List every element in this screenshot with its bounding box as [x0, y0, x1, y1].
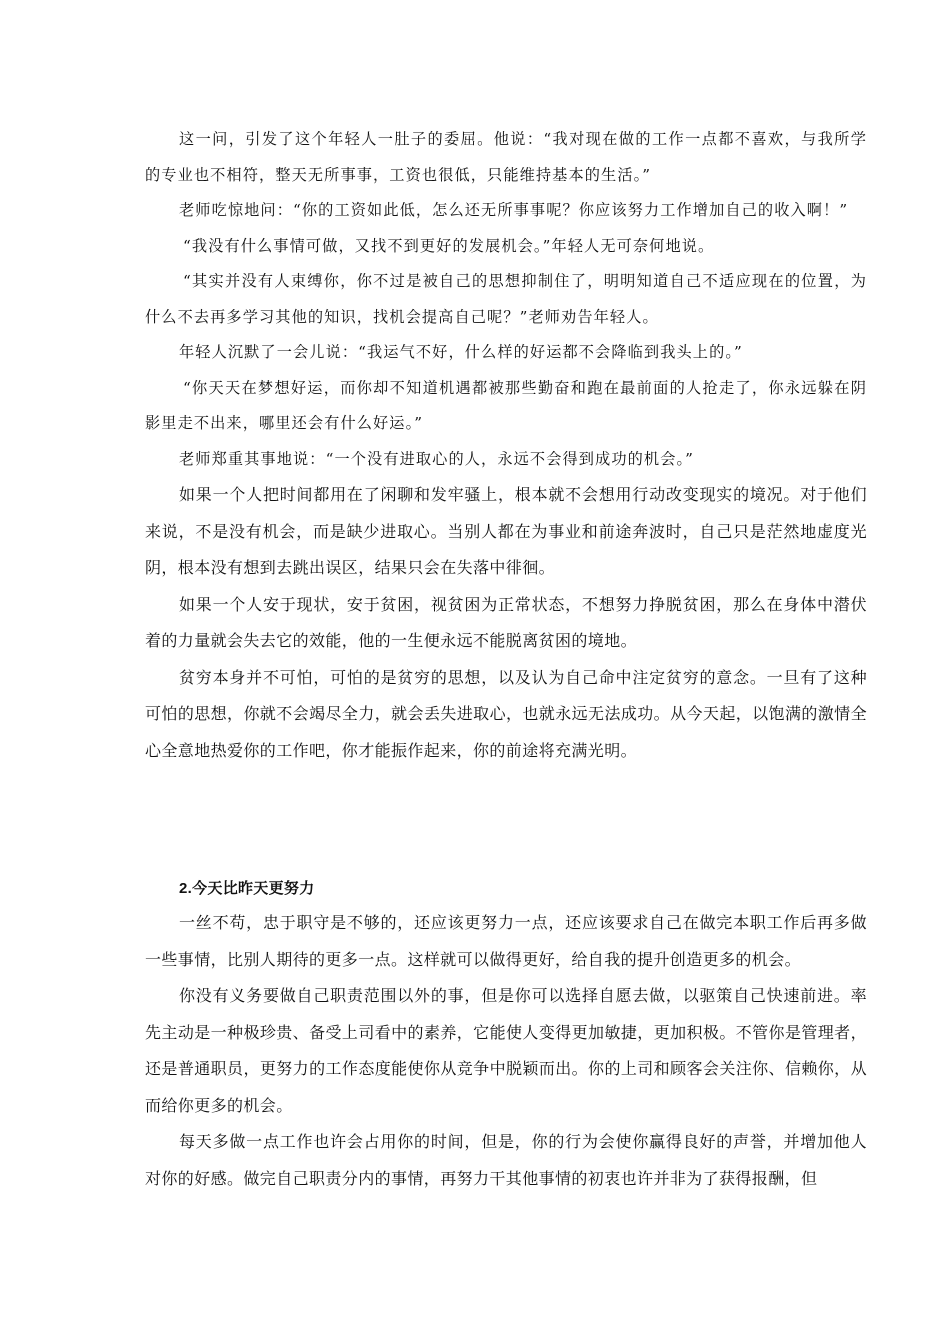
section-paragraph-2: 你没有义务要做自己职责范围以外的事，但是你可以选择自愿去做，以驱策自己快速前进。率先主动是一种极珍贵、备受上司看中的素养，它能使人变得更加敏捷，更加积极。不管你是管理者，还是普通职员，更努力的工作态度能使你从竞争中脱颖而出。你的上司和顾客会关注你、信赖你，从而给你更多的机会。 — [145, 986, 867, 1115]
section-2 — [145, 874, 867, 1197]
section-heading: 2.今天比昨天更努力 — [179, 880, 315, 897]
commentary-paragraph-2: 如果一个人安于现状，安于贫困，视贫困为正常状态，不想努力挣脱贫困，那么在身体中潜伏着的力量就会失去它的效能，他的一生便永远不能脱离贫困的境地。 — [145, 594, 867, 650]
story-paragraph-3: “我没有什么事情可做，又找不到更好的发展机会。”年轻人无可奈何地说。 — [183, 236, 715, 255]
story-section — [145, 122, 867, 769]
section-paragraph-1: 一丝不苟，忠于职守是不够的，还应该更努力一点，还应该要求自己在做完本职工作后再多做一些事情，比别人期待的更多一点。这样就可以做得更好，给自我的提升创造更多的机会。 — [145, 913, 867, 969]
story-paragraph-1: 这一问，引发了这个年轻人一肚子的委屈。他说：“我对现在做的工作一点都不喜欢，与我所学的专业也不相符，整天无所事事，工资也很低，只能维持基本的生活。” — [145, 130, 867, 184]
section-paragraph-3: 每天多做一点工作也许会占用你的时间，但是，你的行为会使你赢得良好的声誉，并增加他人对你的好感。做完自己职责分内的事情，再努力干其他事情的初衷也许并非为了获得报酬，但 — [145, 1132, 867, 1188]
story-paragraph-5: 年轻人沉默了一会儿说：“我运气不好，什么样的好运都不会降临到我头上的。” — [179, 343, 743, 361]
story-paragraph-4: “其实并没有人束缚你，你不过是被自己的思想抑制住了，明明知道自己不适应现在的位置，为什么不去再多学习其他的知识，找机会提高自己呢？”老师劝告年轻人。 — [145, 272, 867, 326]
story-paragraph-2: 老师吃惊地问：“你的工资如此低，怎么还无所事事呢？你应该努力工作增加自己的收入啊！” — [179, 201, 849, 219]
story-paragraph-7: 老师郑重其事地说：“一个没有进取心的人，永远不会得到成功的机会。” — [179, 449, 695, 468]
commentary-paragraph-3: 贫穷本身并不可怕，可怕的是贫穷的思想，以及认为自己命中注定贫穷的意念。一旦有了这种可怕的思想，你就不会竭尽全力，就会丢失进取心，也就永远无法成功。从今天起，以饱满的激情全心全意地热爱你的工作吧，你才能振作起来，你的前途将充满光明。 — [145, 667, 867, 760]
commentary-paragraph-1: 如果一个人把时间都用在了闲聊和发牢骚上，根本就不会想用行动改变现实的境况。对于他们来说，不是没有机会，而是缺少进取心。当别人都在为事业和前途奔波时，自己只是茫然地虚度光阴，根本没有想到去跳出误区，结果只会在失落中徘徊。 — [145, 485, 867, 577]
story-paragraph-6: “你天天在梦想好运，而你却不知道机遇都被那些勤奋和跑在最前面的人抢走了，你永远躲在阴影里走不出来，哪里还会有什么好运。” — [145, 378, 867, 432]
